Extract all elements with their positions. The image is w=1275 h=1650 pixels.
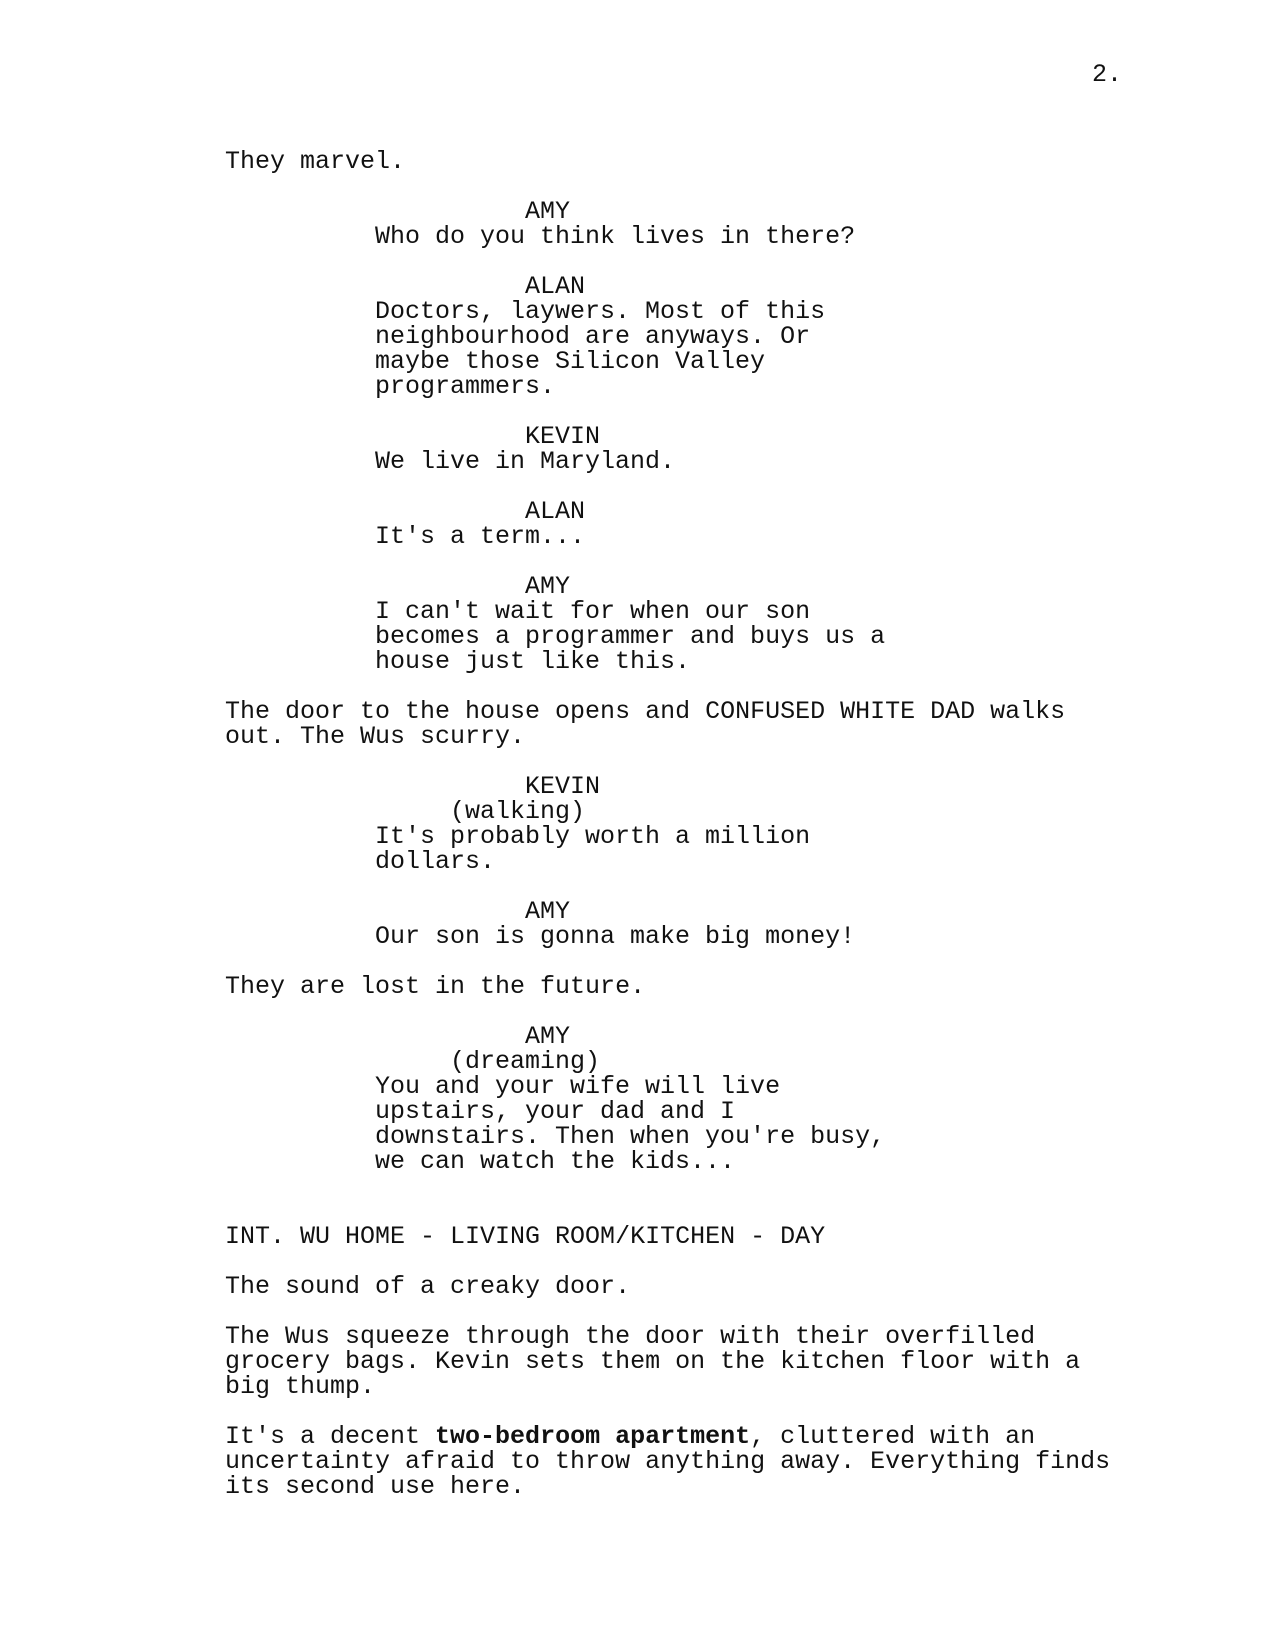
action-line: They marvel.	[225, 147, 406, 176]
action-line: The door to the house opens and CONFUSED WHITE DAD walks out. The Wus scurry.	[225, 697, 1066, 751]
parenthetical: (walking)	[450, 797, 586, 826]
character-name: AMY	[525, 897, 571, 926]
bold-emphasis: two-bedroom apartment	[435, 1422, 751, 1451]
action-line	[225, 1424, 1125, 1499]
page-number: 2.	[1092, 60, 1123, 89]
dialogue-line: It's probably worth a million dollars.	[375, 822, 811, 876]
action-line: The sound of a creaky door.	[225, 1272, 631, 1301]
character-name: AMY	[525, 197, 571, 226]
character-name: ALAN	[525, 497, 586, 526]
screenplay-body	[225, 149, 1125, 1524]
character-name: AMY	[525, 1022, 571, 1051]
scene-heading: INT. WU HOME - LIVING ROOM/KITCHEN - DAY	[225, 1222, 826, 1251]
dialogue-line: You and your wife will live upstairs, your dad and I downstairs. Then when you're busy, we can watch the kids...	[375, 1072, 886, 1176]
dialogue-line: We live in Maryland.	[375, 447, 676, 476]
character-name: KEVIN	[525, 422, 601, 451]
action-line: The Wus squeeze through the door with their overfilled grocery bags. Kevin sets them on the kitchen floor with a big thump.	[225, 1322, 1081, 1401]
character-name: KEVIN	[525, 772, 601, 801]
parenthetical: (dreaming)	[450, 1047, 601, 1076]
action-line: They are lost in the future.	[225, 972, 646, 1001]
dialogue-line: Our son is gonna make big money!	[375, 922, 856, 951]
character-name: AMY	[525, 572, 571, 601]
character-name: ALAN	[525, 272, 586, 301]
action-text: , cluttered with an uncertainty afraid to throw anything away. Everything finds its second use here.	[225, 1422, 1111, 1501]
dialogue-line: Doctors, laywers. Most of this neighbourhood are anyways. Or maybe those Silicon Valley programmers.	[375, 297, 826, 401]
action-text: It's a decent	[225, 1422, 436, 1451]
dialogue-line: It's a term...	[375, 522, 586, 551]
dialogue-line: Who do you think lives in there?	[375, 222, 856, 251]
dialogue-line: I can't wait for when our son becomes a programmer and buys us a house just like this.	[375, 597, 886, 676]
